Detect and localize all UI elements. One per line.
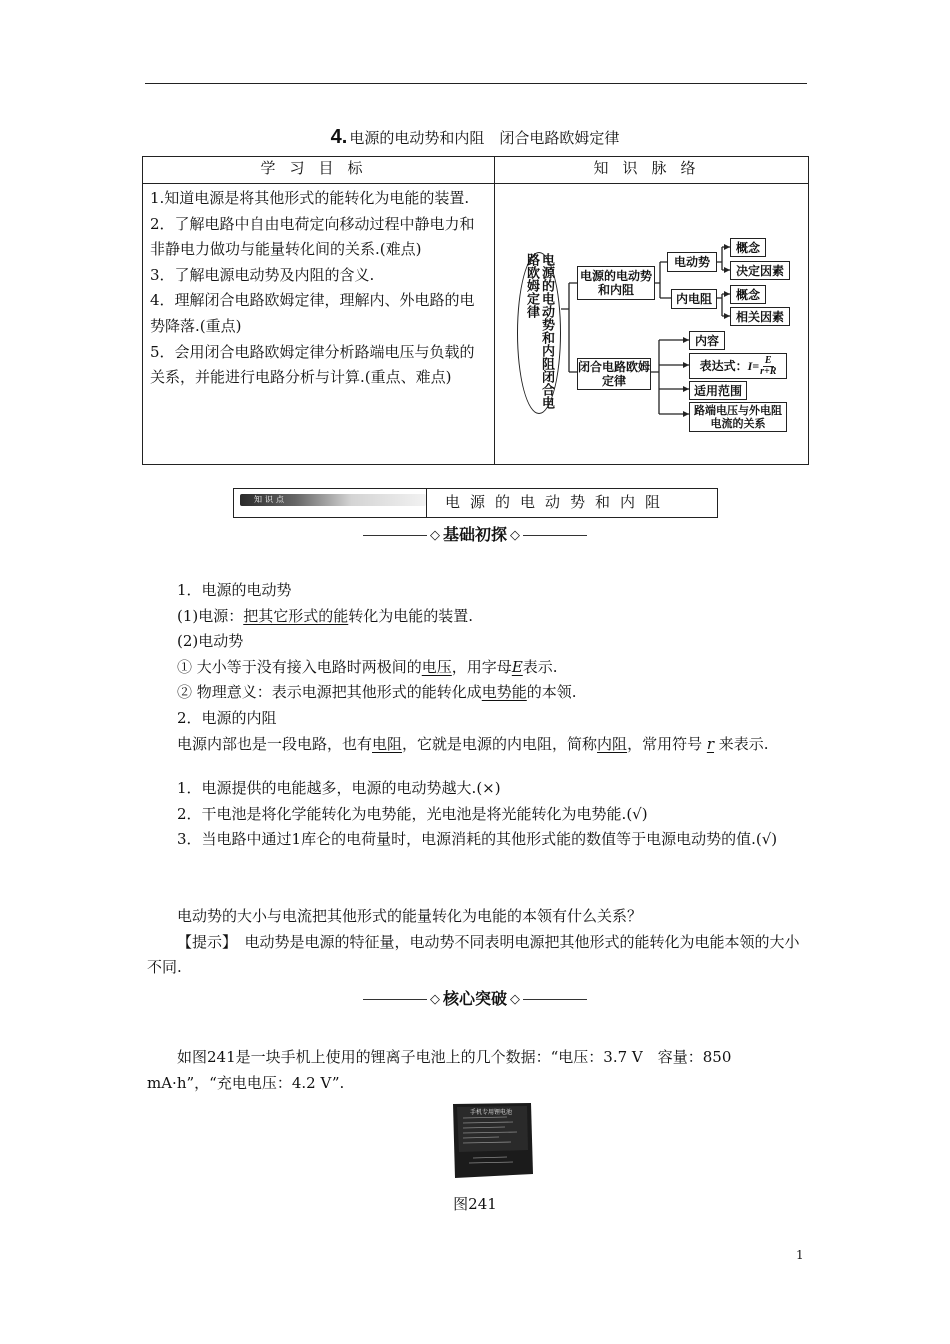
frac-numerator: E [764,354,772,366]
header-learning-goals: 学习目标 [143,157,495,184]
objectives-table [142,156,809,465]
basics-heading-2: 2．电源的内阻 [177,708,277,727]
core-text: 如图241是一块手机上使用的锂离子电池上的几个数据：“电压：3.7 V 容量：850 mA·h”，“充电电压：4.2 V”. [147,1048,732,1092]
node-law-expression: 表达式： I= $\frac{E}{r+R}$ [689,353,787,379]
node-law-scope: 适用范围 [689,381,747,400]
battery-figure [447,1100,535,1180]
node-ohms-law: 闭合电路欧姆定律 [578,360,651,388]
section-core-heading: ◇ 核心突破 ◇ [0,986,950,1009]
knowledge-point-badge: 知识点 [240,494,426,506]
diamond-icon: ◇ [510,992,520,1007]
node-law-content: 内容 [689,331,725,350]
goal-3: 3．了解电源电动势及内阻的含义. [150,265,375,284]
goals-cell [143,184,495,465]
node-emf-concept: 概念 [730,238,766,257]
core-block [147,1045,812,1096]
figure-caption: 图241 [453,1195,497,1213]
basics-line-4: ② 物理意义：表示电源把其他形式的能转化成电势能的本领. [177,683,577,702]
knowledge-point-title: 电源的电动势和内阻 [445,493,671,511]
judgement-2: 2．干电池是将化学能转化为电势能，光电池是将光能转化为电势能.(√) [177,804,648,823]
basics-line-1: (1)电源：把其它形式的能转化为电能的装置. [177,606,474,625]
header-knowledge-map: 知识脉络 [495,157,809,184]
question-block [147,904,812,981]
basics-heading-1: 1．电源的电动势 [177,581,292,599]
judgement-3: 3．当电路中通过1库仑的电荷量时，电源消耗的其他形式能的数值等于电源电动势的值.(√) [177,830,778,849]
goal-5: 5．会用闭合电路欧姆定律分析路端电压与负载的关系，并能进行电路分析与计算.(重点、难点) [150,342,475,387]
diamond-icon: ◇ [429,528,440,543]
page-title: 4. 电源的电动势和内阻 闭合电路欧姆定律 [330,126,620,148]
map-cell [495,184,809,465]
question-text: 电动势的大小与电流把其他形式的能量转化为电能的本领有什么关系？ [177,907,643,925]
hint-text: 【提示】 电动势是电源的特征量，电动势不同表明电源把其他形式的能转化为电能本领的大小不同. [147,932,800,977]
node-emf-factors: 决定因素 [730,261,790,280]
node-terminal-voltage: 路端电压与外电阻电流的关系 [689,402,787,432]
diamond-icon: ◇ [510,528,520,543]
knowledge-point-bar [233,488,718,518]
node-r-factors: 相关因素 [730,307,790,326]
node-emf-and-resistance: 电源的电动势和内阻 [577,266,655,300]
knowledge-point-divider [426,489,427,517]
frac-denominator: r+R [760,365,777,377]
goal-4: 4．理解闭合电路欧姆定律，理解内、外电路的电势降落.(重点) [150,291,475,335]
goal-2: 2．了解电路中自由电荷定向移动过程中静电力和非静电力做功与能量转化间的关系.(难点) [150,214,475,259]
node-emf: 电动势 [667,252,717,272]
section-basics-heading: ◇ 基础初探 ◇ [0,522,950,545]
node-internal-resistance: 内电阻 [671,289,717,309]
header-rule [145,83,807,84]
battery-label: 手机专用锂电池 [469,1109,513,1116]
diamond-icon: ◇ [429,992,440,1007]
basics-line-3: ① 大小等于没有接入电路时两极间的电压，用字母E表示. [177,657,558,676]
basics-line-2: (2)电动势 [177,632,244,651]
basics-block [147,578,812,757]
basics-line-5: 电源内部也是一段电路，也有电阻，它就是电源的内电阻，简称内阻，常用符号 r 来表示. [177,734,769,753]
page-number: 1 [796,1248,804,1262]
goal-1: 1.知道电源是将其他形式的能转化为电能的装置. [150,189,470,207]
judgement-block [147,776,812,853]
root-node: 电源的电动势和内阻闭合电路欧姆定律 [517,252,561,414]
judgement-1: 1．电源提供的电能越多，电源的电动势越大.(×) [177,779,501,797]
node-r-concept: 概念 [730,285,766,304]
concept-map [495,184,808,464]
